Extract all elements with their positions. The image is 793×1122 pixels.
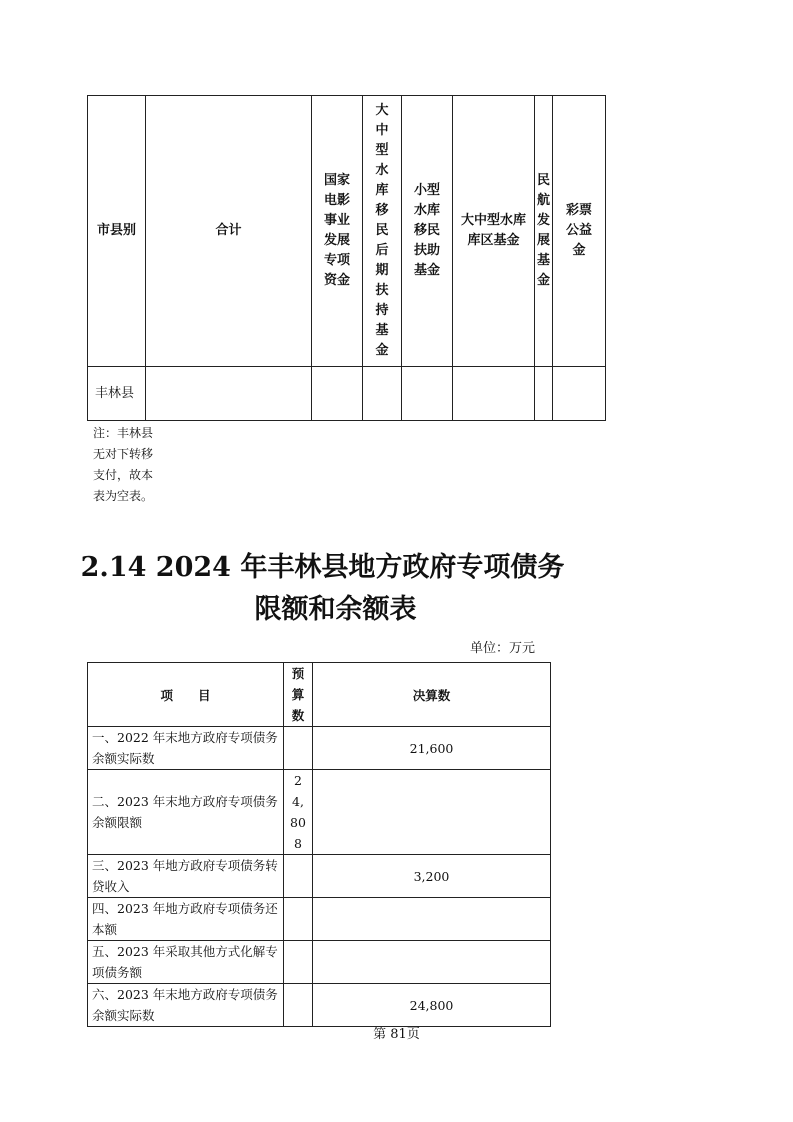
row-item: 六、2023 年末地方政府专项债务余额实际数: [88, 984, 284, 1027]
header-region: 市县别: [88, 96, 146, 367]
unit-label: 单位：万元: [470, 641, 536, 656]
page-title: [60, 547, 585, 631]
fund-transfer-table: [87, 95, 606, 421]
row-final: 24,800: [313, 984, 551, 1027]
value-cell: [553, 367, 606, 421]
title-line-2: 限额和余额表: [254, 594, 417, 625]
row-budget: [284, 984, 313, 1027]
row-final: [313, 898, 551, 941]
title-line-1: 2.14 2024 年丰林县地方政府专项债务: [80, 552, 565, 583]
header-total: 合计: [146, 96, 312, 367]
header-item: 项 目: [88, 663, 284, 727]
table-row: [88, 855, 551, 898]
header-reservoir-area-fund: 大中型水库库区基金: [453, 96, 535, 367]
value-cell: [535, 367, 553, 421]
row-final: [313, 941, 551, 984]
region-cell: 丰林县: [88, 367, 146, 421]
row-budget: [284, 855, 313, 898]
row-item: 一、2022 年末地方政府专项债务余额实际数: [88, 727, 284, 770]
table-row: [88, 727, 551, 770]
row-item: 五、2023 年采取其他方式化解专项债务额: [88, 941, 284, 984]
table-row: [88, 941, 551, 984]
table-row: [88, 898, 551, 941]
header-small-reservoir-fund: 小型水库移民扶助基金: [402, 96, 453, 367]
page-number: 第 81页: [373, 1027, 420, 1042]
row-budget: [284, 898, 313, 941]
row-budget: 24,808: [284, 770, 313, 855]
table-row: [88, 984, 551, 1027]
header-lottery-fund: 彩票公益金: [553, 96, 606, 367]
header-final: 决算数: [313, 663, 551, 727]
row-item: 三、2023 年地方政府专项债务转贷收入: [88, 855, 284, 898]
row-item: 四、2023 年地方政府专项债务还本额: [88, 898, 284, 941]
special-debt-table: [87, 662, 551, 1027]
value-cell: [402, 367, 453, 421]
header-film-fund: 国家电影事业发展专项资金: [312, 96, 363, 367]
row-final: [313, 770, 551, 855]
row-final: 3,200: [313, 855, 551, 898]
table-row: [88, 770, 551, 855]
row-budget: [284, 727, 313, 770]
value-cell: [146, 367, 312, 421]
value-cell: [312, 367, 363, 421]
row-budget: [284, 941, 313, 984]
value-cell: [453, 367, 535, 421]
table1-header-row: [88, 96, 606, 367]
table-note: 注：丰林县无对下转移支付，故本表为空表。: [93, 426, 154, 503]
value-cell: [363, 367, 402, 421]
header-civil-aviation-fund: 民航发展基金: [535, 96, 553, 367]
header-large-reservoir-resettlement: 大中型水库移民后期扶持基金: [363, 96, 402, 367]
table-row: [88, 367, 606, 421]
header-budget: 预算数: [284, 663, 313, 727]
table2-header-row: [88, 663, 551, 727]
row-final: 21,600: [313, 727, 551, 770]
row-item: 二、2023 年末地方政府专项债务余额限额: [88, 770, 284, 855]
